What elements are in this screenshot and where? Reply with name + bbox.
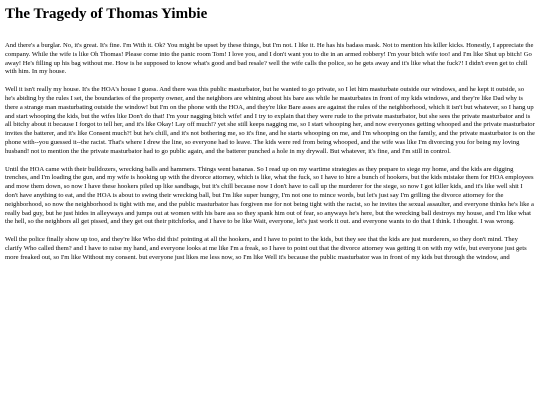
story-paragraph: Well it isn't really my house. It's the HOA's house I guess. And there was this public masturbator, but he wanted to go private, so I let him masturbate outside our windows, and he kept it outside, so he's abiding by the rules I set, the boundaries of the property owner, and the neighbors are whining about his bare ass while he masturbates in front of my kids windows, and they're like Dad why is there a strange man masturbating outside the window! but I'm on the phone with the HOA, and they're like Bare asses are against the rules of the neighborhood, which it isn't but whatever, so I hang up and start whooping the kids, but the wifes like Don't do that! I'm your nagging bitch wife! and I try to explain that they were rude to the private masturbator, but she sees the private masturbator and is all bitchy about it because I forgot to tell her, and it's like Okay! Lay off much!? yet she still keeps nagging me, so I start whooping her, and now everyones getting whooped and the private masturbator invites the batterer, and it's like Consent much?! but he's chill, and it's not bothering me, so it's fine, and he starts whooping on me, and I'm whooping on the family, and the private masturbator is on the phone with--you guessed it--the racist. That's where I drew the line, so everyone had to leave. The kids were red from being whooped, and the wife was like I'm divorcing you for being my loving husband! not to mention the the private masturbator had to go public again, and the batterer punched a hole in my drywall. But whatever, it's fine, and I'm still in control. xyxy=(5,86,535,155)
story-paragraph: Until the HOA came with their bulldozers, wrecking balls and hammers. Things went bananas. So I read up on my wartime strategies as they prepare to siege my home, and the kids are digging trenches, and I'm loading the gun, and my wife is hooking up with the divorce attorney, which is like, what the fuck, so I have to hire a bunch of hookers, but the kids mistake them for HOA employees and mow them down, so now I have these hookers piled up like sandbags, but it's chill because now I don't have to call up the murderer for the siege, so now I got killer kids, and it's like well shit I don't have anything to eat, and the HOA is about to swing their wrecking ball, but I'm like super hungry, I'm not one to mince words, but let's just say I'm grilling the divorce attorney for the neighborhood, so now the neighborhood is tight with me, and the public masturbator has forgiven me for not being tight with the racist, so he invites the sexual assaulter, and everyone thinks he's like a really bad guy, but he just hides in alleyways and jumps out at women with his bare ass so they spank him out of fear, so anyways he's here, but the wrecking ball destroys my house, and I'm like what the hell, so the neighbors all get pissed, and they get out their pitchforks, and I have to be like Wait, everyone, let's just work it out. and everyone wants to do that I think. I thought. I was wrong. xyxy=(5,165,534,226)
page-title: The Tragedy of Thomas Yimbie xyxy=(5,6,208,22)
story-body xyxy=(5,42,535,263)
story-paragraph: And there's a burglar. No, it's great. It's fine. I'm With it. Ok? You might be upset by these things, but I'm not. I like it. He has his badass mask. Not to mention his killer kicks. Honestly, I appreciate the company. While the wife is like Oh Thomas! Please come into the panic room Tom! I love you, and I don't want you to die in an armed robbery! I'm your bitch wife too! and I'm like Shut up bitch! Go away! He's filling up his bag without me. How is he supposed to know what's good and bad resale? well the wife calls the police, so he gets away and it's like what the fuck?! I didn't even get to chill with him. In my house. xyxy=(5,42,534,76)
story-paragraph: Well the police finally show up too, and they're like Who did this! pointing at all the hookers, and I have to point to the kids, but they see that the kids are just murderers, so they don't mind. They clarify Who called them? and I have to raise my hand, and everyone looks at me like I'm a freak, so I have to point out that the divorce attorney was getting it on with my wife, but everyone just gets more freaked out, so I'm like Without my consent. but everyone just likes me less now, so I'm like Well it's because the public masturbator was in front of my kids but through the window, and xyxy=(5,236,527,261)
